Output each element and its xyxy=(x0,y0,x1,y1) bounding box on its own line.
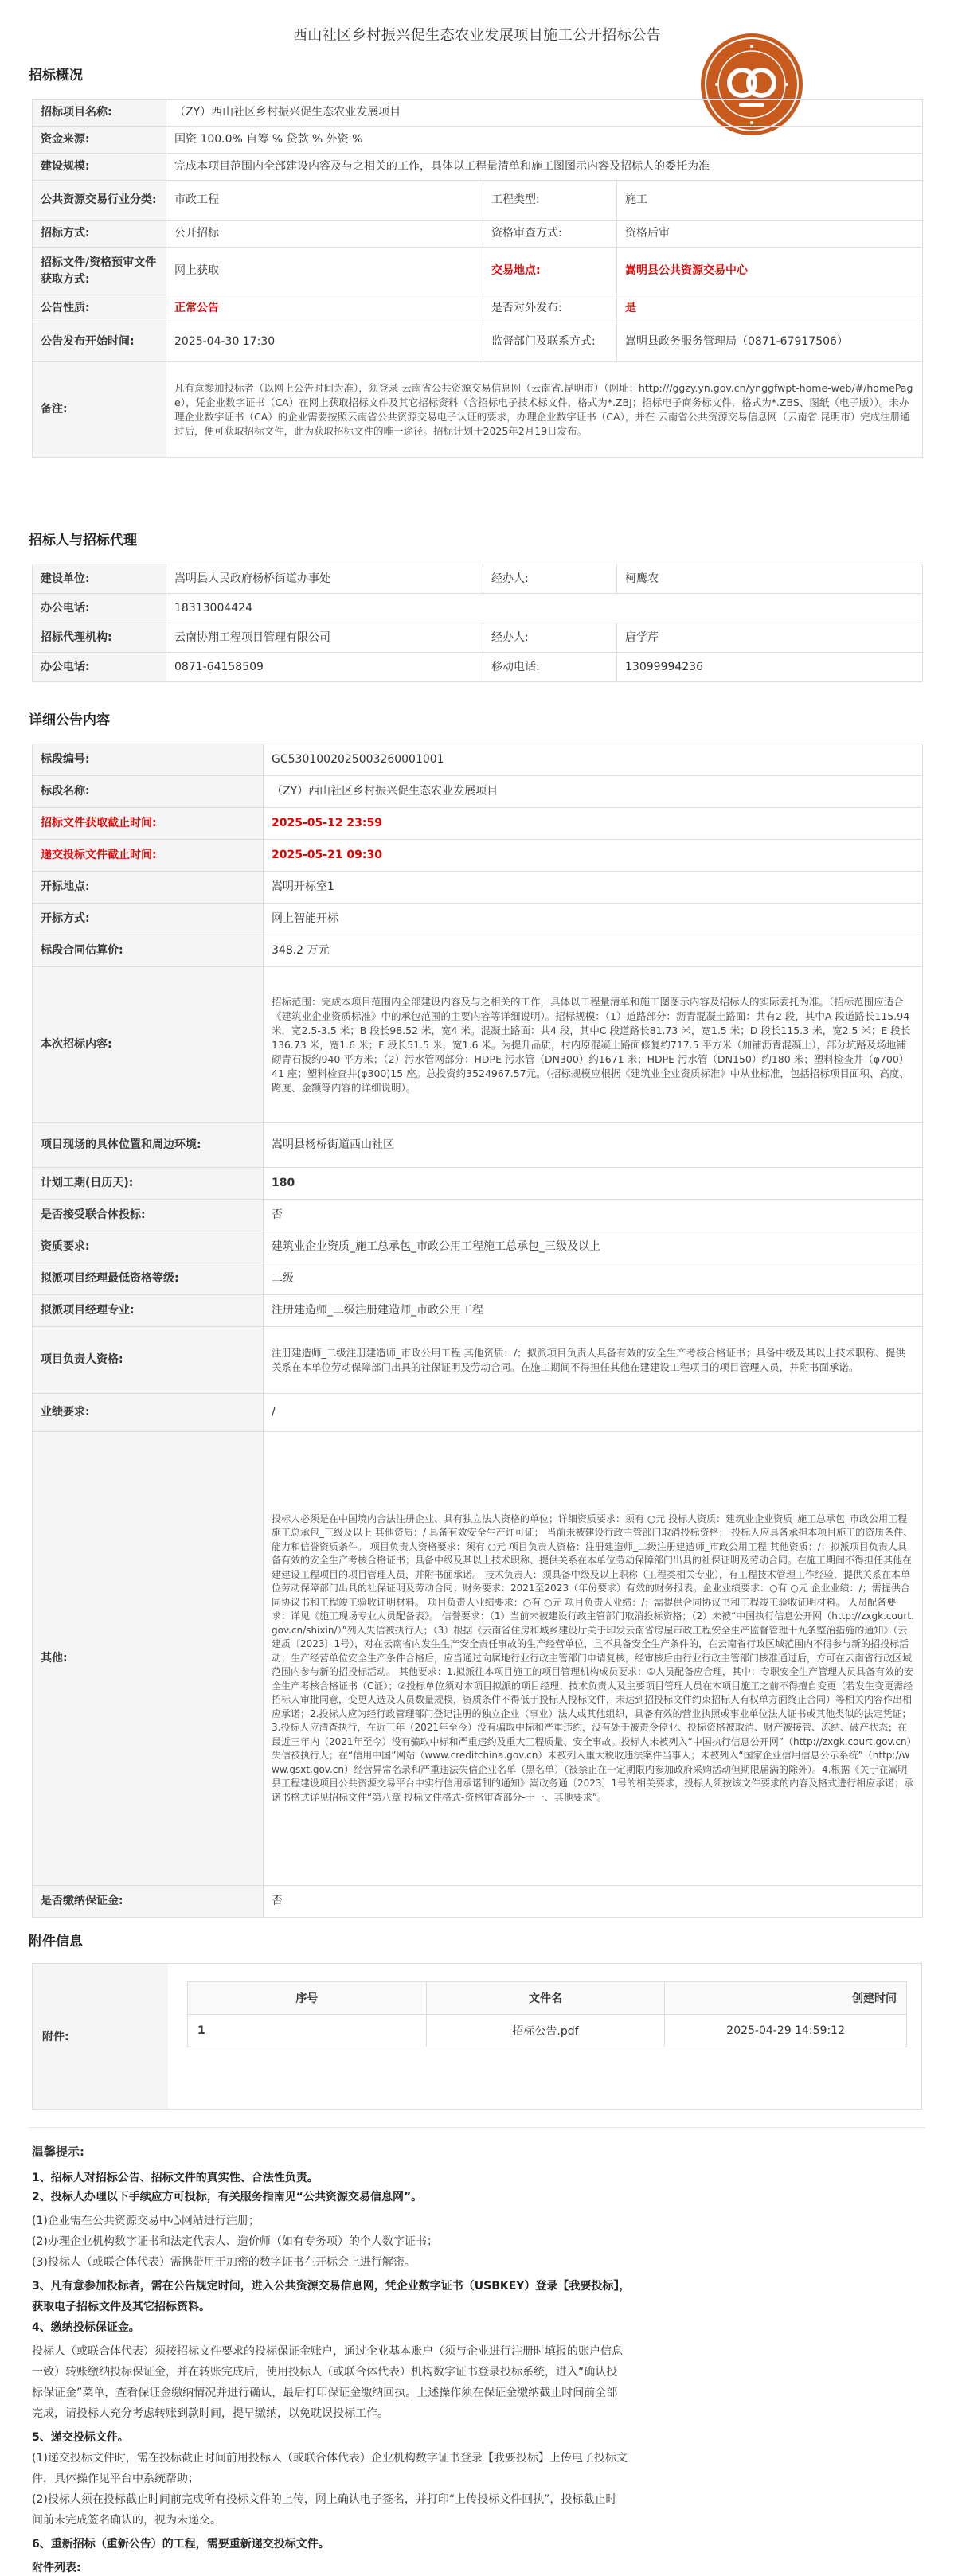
perf-value: / xyxy=(264,1394,923,1432)
method-label: 招标方式: xyxy=(33,221,166,248)
qual-label: 资质要求: xyxy=(33,1231,264,1263)
detail-table xyxy=(32,744,923,1918)
section-title-attachments: 附件信息 xyxy=(29,1934,83,1950)
other-value: 投标人必须是在中国境内合法注册企业、具有独立法人资格的单位；详细资质要求：须有 ○元 投标人资质：建筑业企业资质_施工总承包_市政公用工程施工总承包_三级及以上 其他资质：/ 具备有效安全生产许可证； 当前未被建设行政主管部门取消投标资格； 投标人应具备承担本项目施工的资质条件、能力和信誉资质条件。 项目负责人资格要求：须有 ○元 项目负责人资格：注册建造师_二级注册建造师_市政公用工程 其他资质：/；拟派项目负责人具备有效的安全生产考核合格证书；具备中级及其以上技术职称、提供关系在本单位劳动保障部门出具的社保证明及劳动合同。在施工期间不得担任其他在建建设工程项目的项目管理人员，并附书面承诺。 技术负责人：须具备中级及以上职称（工程类相关专业），有工程技术管理工作经验，提供关系在本单位劳动保障部门出具的社保证明及劳动合同；财务要求：2021至2023（年份要求）有效的财务报表。企业业绩要求：○有 ○元 企业业绩：/；需提供合同协议书和工程竣工验收证明材料。 项目负责人业绩要求：○有 ○元 项目负责人业绩：/；需提供合同协议书和工程竣工验收证明材料。 人员配备要求：详见《施工现场专业人员配备表》。 信誉要求：（1）当前未被建设行政主管部门取消投标资格；（2）未被“中国执行信息公开网（http://zxgk.court.gov.cn/shixin/）”列入失信被执行人；（3）根据《云南省住房和城乡建设厅关于印发云南省房屋市政工程安全生产监督管理十九条整治措施的通知》（云建质〔2023〕1号），对在云南省内发生生产安全责任事故的生产经营单位，且不具备安全生产条件的，在云南省行政区域范围内不得参与新的招投标活动；生产经营单位安全生产条件合格后，应当通过向属地行业行政主管部门申请复核，经审核后由行业行政主管部门核准通过后，方可在云南省行政区域范围内参与新的招投标活动。 其他要求：1.拟派往本项目施工的项目管理机构成员要求：①人员配备应合理，其中：专职安全生产管理人员具备有效的安全生产考核合格证书（C证）；②投标单位须对本项目拟派的项目经理、技术负责人及主要项目管理人员在本项目施工之前不得擅自变更（若发生变更需经招标人审批同意，变更人选及人员数量规模，资质条件不得低于投标人投标文件，未达到招投标文件约束招标人有权单方面终止合同）等相关内容作出相应承诺；2.投标人应为经行政管理部门登记注册的独立企业（事业）法人或其他组织，具备有效的营业执照或事业单位法人证书或其他类似的法定凭证；3.投标人应清查执行，在近三年（2021年至今）没有骗取中标和严重违约，没有处于被责令停业、投标资格被取消、财产被接管、冻结、破产状态；在最近三年内（2021年至今）没有骗取中标和严重违约及重大工程质量、安全事故。投标人未被列入“中国执行信息公开网”（http://zxgk.court.gov.cn）失信被执行人；在“信用中国”网站（www.creditchina.gov.cn）未被列入重大税收违法案件当事人；未被列入“国家企业信用信息公示系统”（http://www.gsxt.gov.cn）经营异常名录和严重违法失信企业名单（黑名单）（被禁止在一定期限内参加政府采购活动但期限届满的除外）。4.根据《关于在嵩明县工程建设项目公共资源交易平台中实行信用承诺制的通知》嵩政务通〔2023〕1号的相关要求，投标人须按该文件要求的内容及格式进行相应承诺；承诺书格式详见招标文件“第八章 投标文件格式-资格审查部分-十一、其他要求”。 xyxy=(264,1432,923,1886)
location-label: 项目现场的具体位置和周边环境: xyxy=(33,1123,264,1168)
tip-line: (2)投标人须在投标截止时间前完成所有投标文件的上传，网上确认电子签名，并打印“上传投标文件回执”，投标截止时 xyxy=(32,2493,617,2506)
owner-label: 建设单位: xyxy=(33,564,166,594)
tip-line: (1)企业需在公共资源交易中心网站进行注册； xyxy=(32,2215,260,2227)
name-value: （ZY）西山社区乡村振兴促生态农业发展项目 xyxy=(264,776,923,808)
bid-deadline-label: 递交投标文件截止时间: xyxy=(33,840,264,872)
tip-line: (1)递交投标文件时，需在投标截止时间前用投标人（或联合体代表）企业机构数字证书登录【我要投标】上传电子投标文 xyxy=(32,2452,628,2465)
tip-line: (2)办理企业机构数字证书和法定代表人、造价师（如有专务项）的个人数字证书； xyxy=(32,2235,438,2248)
tip-line: 获取电子招标文件及其它招标资料。 xyxy=(32,2301,210,2313)
agent-label: 招标代理机构: xyxy=(33,623,166,653)
parties-table xyxy=(32,564,923,682)
pm-req-value: 注册建造师_二级注册建造师_市政公用工程 其他资质：/；拟派项目负责人具备有效的安全生产考核合格证书；具备中级及其以上技术职称、提供关系在本单位劳动保障部门出具的社保证明及劳动合同。在施工期间不得担任其他在建建设工程项目的项目管理人员，并附书面承诺。 xyxy=(264,1327,923,1394)
attachment-file-link[interactable]: 招标公告.pdf xyxy=(426,2015,665,2047)
col-header-no: 序号 xyxy=(188,1982,427,2015)
agent-contact-label: 经办人: xyxy=(483,623,617,653)
funds-label: 资金来源: xyxy=(33,127,166,154)
tip-line: 投标人（或联合体代表）须按招标文件要求的投标保证金账户，通过企业基本账户（须与企业进行注册时填报的账户信息 xyxy=(32,2345,623,2358)
content-value: 招标范围：完成本项目范围内全部建设内容及与之相关的工作，具体以工程量清单和施工图图示内容及招标人的实际委托为准。（招标范围应适合《建筑业企业资质标准》中的承包范围的主要内容等详细说明）。招标规模：（1）道路部分：沥青混凝土路面：共有2 段，其中A 段道路长115.94 米，宽2.5-3.5 米；B 段长98.52 米，宽4 米。混凝土路面：共4 段，其中C 段道路长81.73 米，宽1.5 米；D 段长115.3 米，宽2.5 米；E 段长136.73 米，宽1.6 米；F 段长51.5 米，宽1.6 米。为提升品质，村内原混凝土路面修复约717.5 平方米（加铺沥青混凝土），部分坑路及场地铺砌青石板约940 平方米；（2）污水管网部分：HDPE 污水管（DN300）约1671 米；HDPE 污水管（DN150）约180 米；塑料检查井（φ700）41 座；塑料检查井(φ300)15 座。总投资约3524967.57元。（招标规模应根据《建筑业企业资质标准》中从业标准，包括招标项目面积、高度、跨度、金额等内容的详细说明）。 xyxy=(264,967,923,1123)
code-label: 标段编号: xyxy=(33,744,264,776)
doc-deadline-label: 招标文件获取截止时间: xyxy=(33,808,264,840)
project-name-value: （ZY）西山社区乡村振兴促生态农业发展项目 xyxy=(166,100,923,127)
consortium-label: 是否接受联合体投标: xyxy=(33,1200,264,1231)
place-label: 交易地点: xyxy=(483,248,617,295)
open-place-label: 开标地点: xyxy=(33,872,264,904)
tips-title: 温馨提示: xyxy=(32,2145,84,2159)
doc-deadline-value: 2025-05-12 23:59 xyxy=(264,808,923,840)
owner-value: 嵩明县人民政府杨桥街道办事处 xyxy=(166,564,483,594)
deposit-label: 是否缴纳保证金: xyxy=(33,1886,264,1918)
tip-line: 间前未完成签名确认的，视为未递交。 xyxy=(32,2514,221,2527)
tip-line: 1、招标人对招标公告、招标文件的真实性、合法性负责。 xyxy=(32,2172,319,2184)
start-value: 2025-04-30 17:30 xyxy=(166,322,483,362)
funds-value: 国资 100.0% 自筹 % 贷款 % 外资 % xyxy=(166,127,923,154)
owner-phone-label: 办公电话: xyxy=(33,594,166,623)
pm-major-label: 拟派项目经理专业: xyxy=(33,1295,264,1327)
agent-contact-value: 唐学芹 xyxy=(617,623,923,653)
agent-mobile-label: 移动电话: xyxy=(483,653,617,682)
divider xyxy=(29,2127,925,2128)
attachments-panel xyxy=(32,1963,922,2110)
attachments-label: 附件: xyxy=(33,1964,168,2109)
nature-value: 正常公告 xyxy=(166,295,483,322)
agent-phone-value: 0871-64158509 xyxy=(166,653,483,682)
tip-line: 4、缴纳投标保证金。 xyxy=(32,2321,140,2334)
open-method-label: 开标方式: xyxy=(33,904,264,935)
days-label: 计划工期(日历天): xyxy=(33,1168,264,1200)
attachment-no: 1 xyxy=(188,2015,427,2047)
tip-line: 标保证金”菜单，查看保证金缴纳情况并进行确认，最后打印保证金缴纳回执。上述操作须在保证金缴纳截止时间前全部 xyxy=(32,2387,618,2399)
supervisor-value: 嵩明县政务服务管理局（0871-67917506） xyxy=(617,322,923,362)
is-extra-label: 是否对外发布: xyxy=(483,295,617,322)
remark-label: 备注: xyxy=(33,362,166,458)
bid-deadline-value: 2025-05-21 09:30 xyxy=(264,840,923,872)
other-label: 其他: xyxy=(33,1432,264,1886)
tip-line: 2、投标人办理以下手续应方可投标，有关服务指南见“公共资源交易信息网”。 xyxy=(32,2191,423,2203)
price-value: 348.2 万元 xyxy=(264,935,923,967)
pm-req-label: 项目负责人资格: xyxy=(33,1327,264,1394)
project-name-label: 招标项目名称: xyxy=(33,100,166,127)
section-title-detail: 详细公告内容 xyxy=(29,712,110,728)
name-label: 标段名称: xyxy=(33,776,264,808)
review-value: 资格后审 xyxy=(617,221,923,248)
review-label: 资格审查方式: xyxy=(483,221,617,248)
owner-contact-label: 经办人: xyxy=(483,564,617,594)
is-extra-value: 是 xyxy=(617,295,923,322)
location-value: 嵩明县杨桥街道西山社区 xyxy=(264,1123,923,1168)
col-header-name: 文件名 xyxy=(426,1982,665,2015)
trade-industry-label: 公共资源交易行业分类: xyxy=(33,181,166,221)
agent-mobile-value: 13099994236 xyxy=(617,653,923,682)
supervisor-label: 监督部门及联系方式: xyxy=(483,322,617,362)
section-title-overview: 招标概况 xyxy=(29,68,83,84)
project-type-value: 施工 xyxy=(617,181,923,221)
trade-industry-value: 市政工程 xyxy=(166,181,483,221)
scale-value: 完成本项目范围内全部建设内容及与之相关的工作，具体以工程量清单和施工图图示内容及招标人的委托为准 xyxy=(166,154,923,181)
tip-line: 5、递交投标文件。 xyxy=(32,2431,129,2444)
content-label: 本次招标内容: xyxy=(33,967,264,1123)
project-type-label: 工程类型: xyxy=(483,181,617,221)
pm-level-value: 二级 xyxy=(264,1263,923,1295)
attachments-table xyxy=(187,1981,907,2047)
tip-line: 件，具体操作见平台中系统帮助； xyxy=(32,2473,199,2485)
tip-line: 6、重新招标（重新公告）的工程，需要重新递交投标文件。 xyxy=(32,2538,330,2551)
price-label: 标段合同估算价: xyxy=(33,935,264,967)
attachment-time: 2025-04-29 14:59:12 xyxy=(665,2015,907,2047)
tip-line: 附件列表: xyxy=(32,2562,81,2574)
tip-line: 一致）转账缴纳投标保证金，并在转账完成后，使用投标人（或联合体代表）机构数字证书登录投标系统，进入“确认投 xyxy=(32,2366,618,2379)
place-value: 嵩明县公共资源交易中心 xyxy=(617,248,923,295)
remark-value: 凡有意参加投标者（以网上公告时间为准），须登录 云南省公共资源交易信息网（云南省.昆明市）（网址：http:///ggzy.yn.gov.cn/ynggfwpt-home-web/#/homePage），凭企业数字证书（CA）在网上获取招标文件及其它招标资料（含招标电子技术标文件，格式为*.ZBJ；招标电子商务标文件，格式为*.ZBS、图纸（电子版））。未办理企业数字证书（CA）的企业需要按照云南省公共资源交易电子认证的要求，办理企业数字证书（CA），并在 云南省公共资源交易信息网（云南省.昆明市）完成注册通过后，便可获取招标文件，此为获取招标文件的唯一途径。招标计划于2025年2月19日发布。 xyxy=(166,362,923,458)
qual-value: 建筑业企业资质_施工总承包_市政公用工程施工总承包_三级及以上 xyxy=(264,1231,923,1263)
nature-label: 公告性质: xyxy=(33,295,166,322)
overview-table xyxy=(32,99,923,458)
agent-value: 云南协翔工程项目管理有限公司 xyxy=(166,623,483,653)
start-label: 公告发布开始时间: xyxy=(33,322,166,362)
tip-line: 3、凡有意参加投标者，需在公告规定时间，进入公共资源交易信息网，凭企业数字证书（USBKEY）登录【我要投标】， xyxy=(32,2280,631,2293)
code-value: GC5301002025003260001001 xyxy=(264,744,923,776)
get-doc-value: 网上获取 xyxy=(166,248,483,295)
pm-major-value: 注册建造师_二级注册建造师_市政公用工程 xyxy=(264,1295,923,1327)
perf-label: 业绩要求: xyxy=(33,1394,264,1432)
table-row xyxy=(188,2015,907,2047)
consortium-value: 否 xyxy=(264,1200,923,1231)
deposit-value: 否 xyxy=(264,1886,923,1918)
tip-line: (3)投标人（或联合体代表）需携带用于加密的数字证书在开标会上进行解密。 xyxy=(32,2256,416,2269)
owner-phone-value: 18313004424 xyxy=(166,594,923,623)
get-doc-label: 招标文件/资格预审文件获取方式: xyxy=(33,248,166,295)
open-method-value: 网上智能开标 xyxy=(264,904,923,935)
pm-level-label: 拟派项目经理最低资格等级: xyxy=(33,1263,264,1295)
days-value: 180 xyxy=(264,1168,923,1200)
tip-line: 完成，请投标人充分考虑转账到款时间，提早缴纳，以免耽误投标工作。 xyxy=(32,2407,389,2420)
agent-phone-label: 办公电话: xyxy=(33,653,166,682)
owner-contact-value: 柯鹰农 xyxy=(617,564,923,594)
method-value: 公开招标 xyxy=(166,221,483,248)
col-header-time: 创建时间 xyxy=(665,1982,907,2015)
section-title-parties: 招标人与招标代理 xyxy=(29,533,137,548)
page-title: 西山社区乡村振兴促生态农业发展项目施工公开招标公告 xyxy=(292,27,662,44)
open-place-value: 嵩明开标室1 xyxy=(264,872,923,904)
scale-label: 建设规模: xyxy=(33,154,166,181)
